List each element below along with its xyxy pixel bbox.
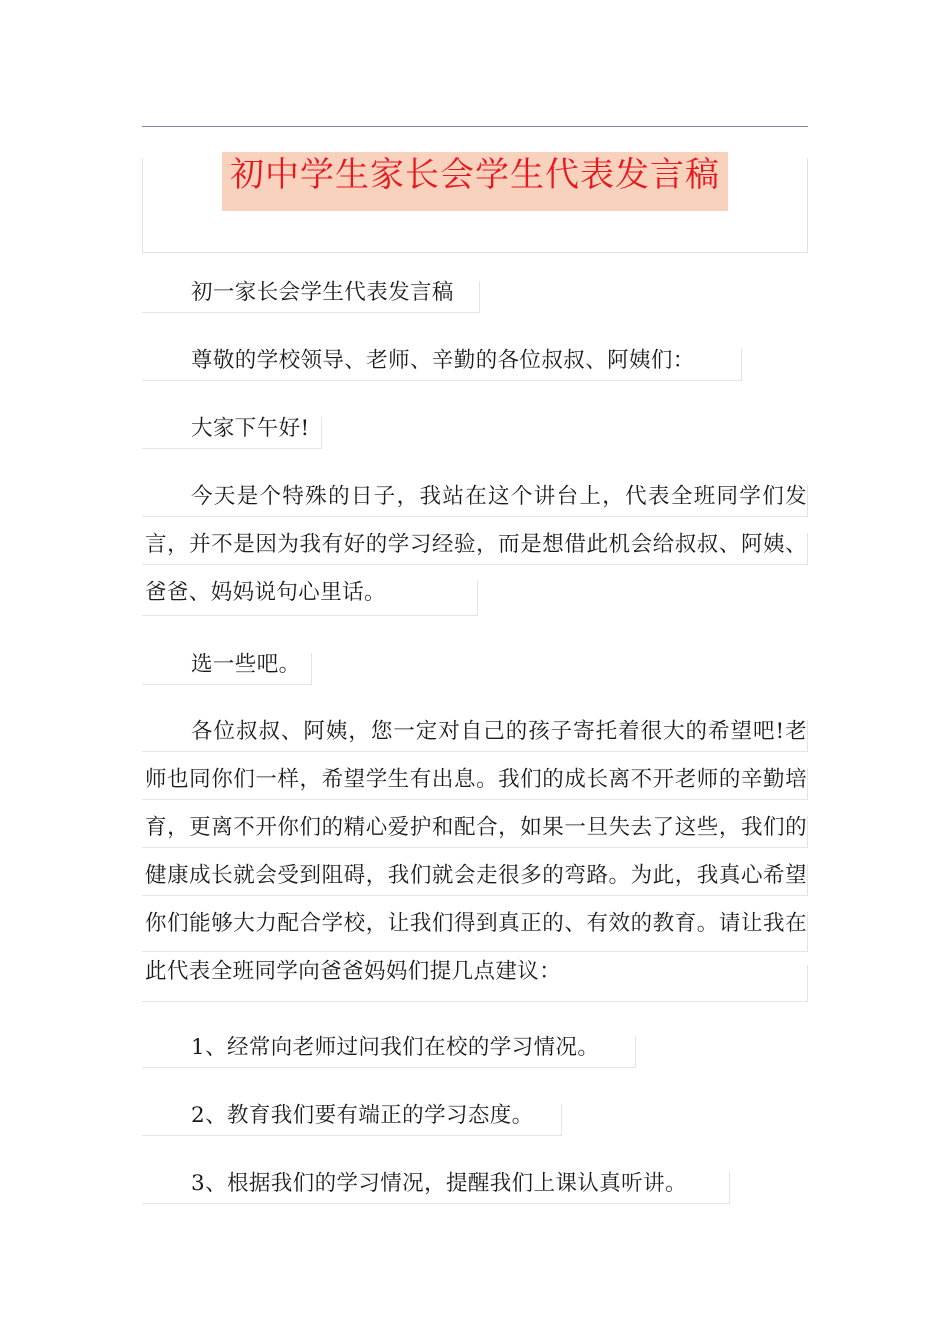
list-item-1: 1、经常向老师过问我们在校的学习情况。: [191, 1035, 600, 1060]
paragraph-subtitle: 初一家长会学生代表发言稿: [191, 280, 454, 305]
list-item-2: 2、教育我们要有端正的学习态度。: [191, 1103, 534, 1128]
list-item-3: 3、根据我们的学习情况，提醒我们上课认真听讲。: [191, 1171, 687, 1196]
document-title: 初中学生家长会学生代表发言稿: [222, 152, 728, 211]
paragraph-note: 选一些吧。: [191, 652, 301, 677]
paragraph-greeting: 大家下午好!: [191, 416, 310, 441]
paragraph-intro: 今天是个特殊的日子，我站在这个讲台上，代表全班同学们发言，并不是因为我有好的学习经验，而是想借此机会给叔叔、阿姨、爸爸、妈妈说句心里话。: [145, 484, 807, 605]
paragraph-body: 各位叔叔、阿姨，您一定对自己的孩子寄托着很大的希望吧!老师也同你们一样，希望学生有出息。我们的成长离不开老师的辛勤培育，更离不开你们的精心爱护和配合，如果一旦失去了这些，我们的健康成长就会受到阻碍，我们就会走很多的弯路。为此，我真心希望你们能够大力配合学校，让我们得到真正的、有效的教育。请让我在此代表全班同学向爸爸妈妈们提几点建议：: [145, 719, 807, 984]
paragraph-salutation: 尊敬的学校领导、老师、辛勤的各位叔叔、阿姨们：: [191, 348, 695, 373]
header-rule: [142, 126, 808, 127]
